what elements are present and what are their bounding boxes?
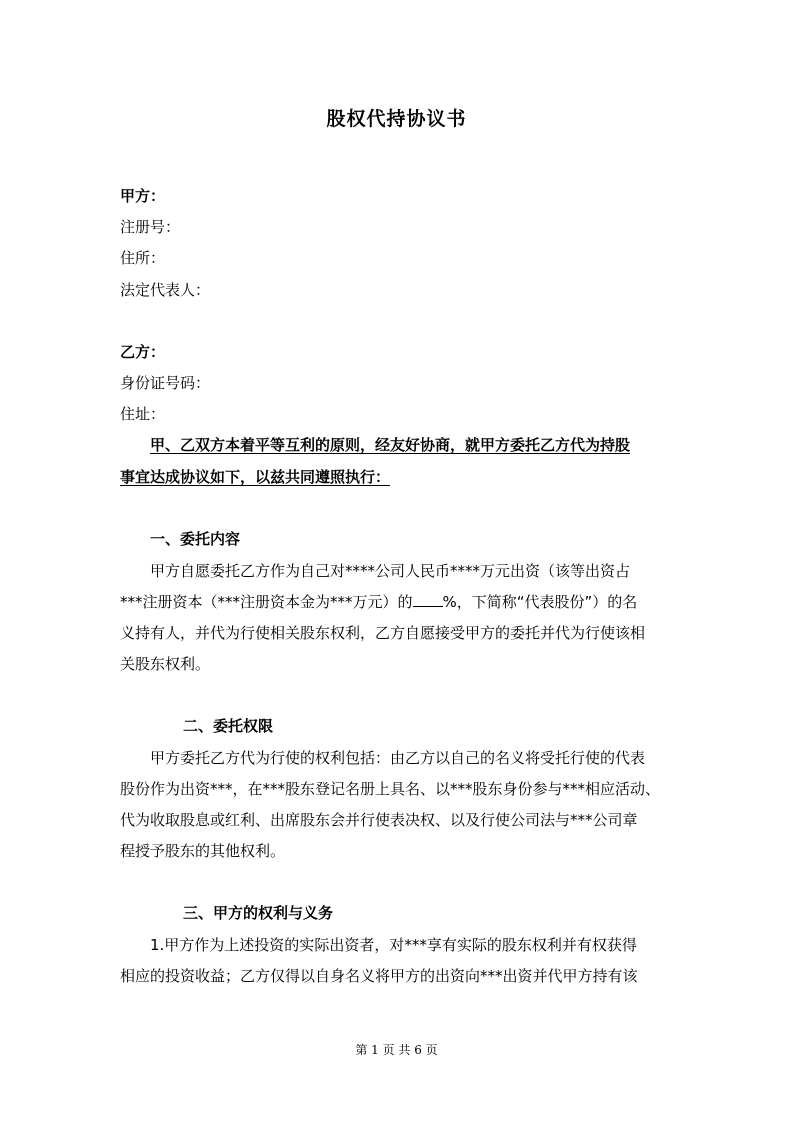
party-a-legal-rep: 法定代表人： [120,281,211,299]
page-footer: 第 1 页 共 6 页 [355,1043,438,1057]
section3-line-2: 相应的投资收益；乙方仅得以自身名义将甲方的出资向***出资并代甲方持有该 [120,967,638,985]
preamble-line-1: 甲、乙双方本着平等互利的原则，经友好协商，就甲方委托乙方代为持股 [150,436,631,454]
percent-blank-field [413,592,443,607]
section1-line-2 [120,592,637,612]
section2-line-2: 股份作为出资***，在***股东登记名册上具名、以***股东身份参与***相应活动、 [120,780,661,798]
party-a-address: 住所： [120,249,166,267]
section1-line-3: 义持有人，并代为行使相关股东权利，乙方自愿接受甲方的委托并代为行使该相 [120,624,646,642]
party-b-id-no: 身份证号码： [120,374,211,392]
section3-line-1: 1.甲方作为上述投资的实际出资者，对***享有实际的股东权利并有权获得 [150,936,637,954]
party-a-reg-no: 注册号： [120,218,181,236]
section2-line-1: 甲方委托乙方代为行使的权利包括：由乙方以自己的名义将受托行使的代表 [150,749,646,767]
section1-heading: 一、委托内容 [150,530,241,548]
section1-line-2-part-a: ***注册资本（***注册资本金为***万元）的 [120,593,413,611]
section1-line-1: 甲方自愿委托乙方作为自己对****公司人民币****万元出资（该等出资占 [150,562,631,580]
section3-heading: 三、甲方的权利与义务 [183,904,334,922]
section2-heading: 二、委托权限 [183,717,274,735]
document-title: 股权代持协议书 [326,108,467,130]
section2-line-4: 程授予股东的其他权利。 [120,842,286,860]
party-a-label: 甲方： [120,187,166,205]
party-b-address: 住址： [120,405,166,423]
preamble-line-2: 事宜达成协议如下，以兹共同遵照执行： [120,468,391,486]
section2-line-3: 代为收取股息或红利、出席股东会并行使表决权、以及行使公司法与***公司章 [120,811,638,829]
section1-line-2-part-b: %，下简称“代表股份”）的名 [442,593,638,611]
section1-line-4: 关股东权利。 [120,655,211,673]
party-b-label: 乙方： [120,343,166,361]
